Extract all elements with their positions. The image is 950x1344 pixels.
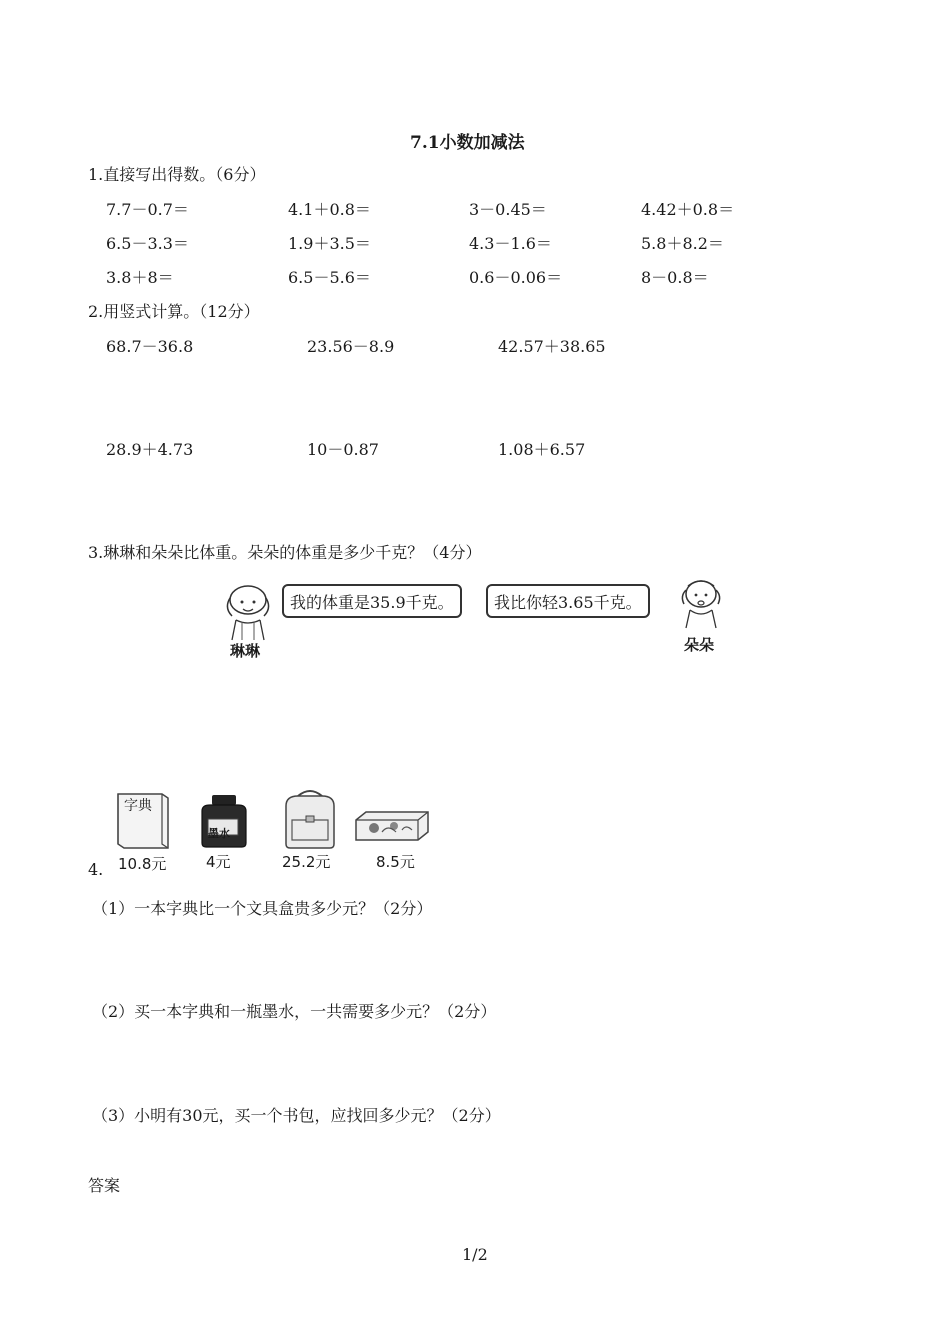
q1-item: 4.42＋0.8＝ <box>641 200 735 219</box>
girl-linlin-illustration <box>218 580 278 640</box>
q2-item: 42.57＋38.65 <box>498 337 606 356</box>
q1-item: 1.9＋3.5＝ <box>288 234 371 253</box>
page-title: 7.1小数加减法 <box>410 133 525 153</box>
ink-bottle-label: 墨水 <box>208 827 230 840</box>
speech-bubble-linlin: 我的体重是35.9千克。 <box>282 584 462 618</box>
q1-item: 8－0.8＝ <box>641 268 709 287</box>
girl-duoduo-illustration <box>676 576 726 632</box>
q4-sub2: （2）买一本字典和一瓶墨水，一共需要多少元？（2分） <box>92 1002 497 1021</box>
q4-sub3: （3）小明有30元，买一个书包，应找回多少元？（2分） <box>92 1106 501 1125</box>
price-dictionary: 10.8元 <box>118 855 167 873</box>
speech-bubble-duoduo: 我比你轻3.65千克。 <box>486 584 650 618</box>
q1-heading: 1.直接写出得数。（6分） <box>88 165 266 184</box>
q1-item: 6.5－3.3＝ <box>106 234 189 253</box>
q2-item: 10－0.87 <box>307 440 379 459</box>
q2-heading: 2.用竖式计算。（12分） <box>88 302 260 321</box>
price-pencil-case: 8.5元 <box>376 853 415 871</box>
q1-item: 5.8＋8.2＝ <box>641 234 724 253</box>
q2-item: 68.7－36.8 <box>106 337 194 356</box>
name-duoduo: 朵朵 <box>684 636 715 654</box>
q1-item: 3.8＋8＝ <box>106 268 174 287</box>
name-linlin: 琳琳 <box>230 642 261 660</box>
q2-item: 28.9＋4.73 <box>106 440 194 459</box>
dictionary-cover-label: 字典 <box>124 798 152 814</box>
q1-item: 3－0.45＝ <box>469 200 547 219</box>
pencil-case-icon <box>352 808 432 844</box>
price-ink: 4元 <box>206 853 231 871</box>
q1-item: 4.1＋0.8＝ <box>288 200 371 219</box>
answer-heading: 答案 <box>88 1176 121 1195</box>
q1-item: 6.5－5.6＝ <box>288 268 371 287</box>
q4-sub1: （1）一本字典比一个文具盒贵多少元？（2分） <box>92 899 433 918</box>
q4-number: 4. <box>88 860 104 879</box>
q2-item: 23.56－8.9 <box>307 337 395 356</box>
price-backpack: 25.2元 <box>282 853 331 871</box>
page-number: 1/2 <box>462 1245 488 1264</box>
q1-item: 4.3－1.6＝ <box>469 234 552 253</box>
q1-item: 0.6－0.06＝ <box>469 268 563 287</box>
q1-item: 7.7－0.7＝ <box>106 200 189 219</box>
backpack-icon <box>278 786 342 850</box>
q3-heading: 3.琳琳和朵朵比体重。朵朵的体重是多少千克？（4分） <box>88 543 482 562</box>
q2-item: 1.08＋6.57 <box>498 440 586 459</box>
